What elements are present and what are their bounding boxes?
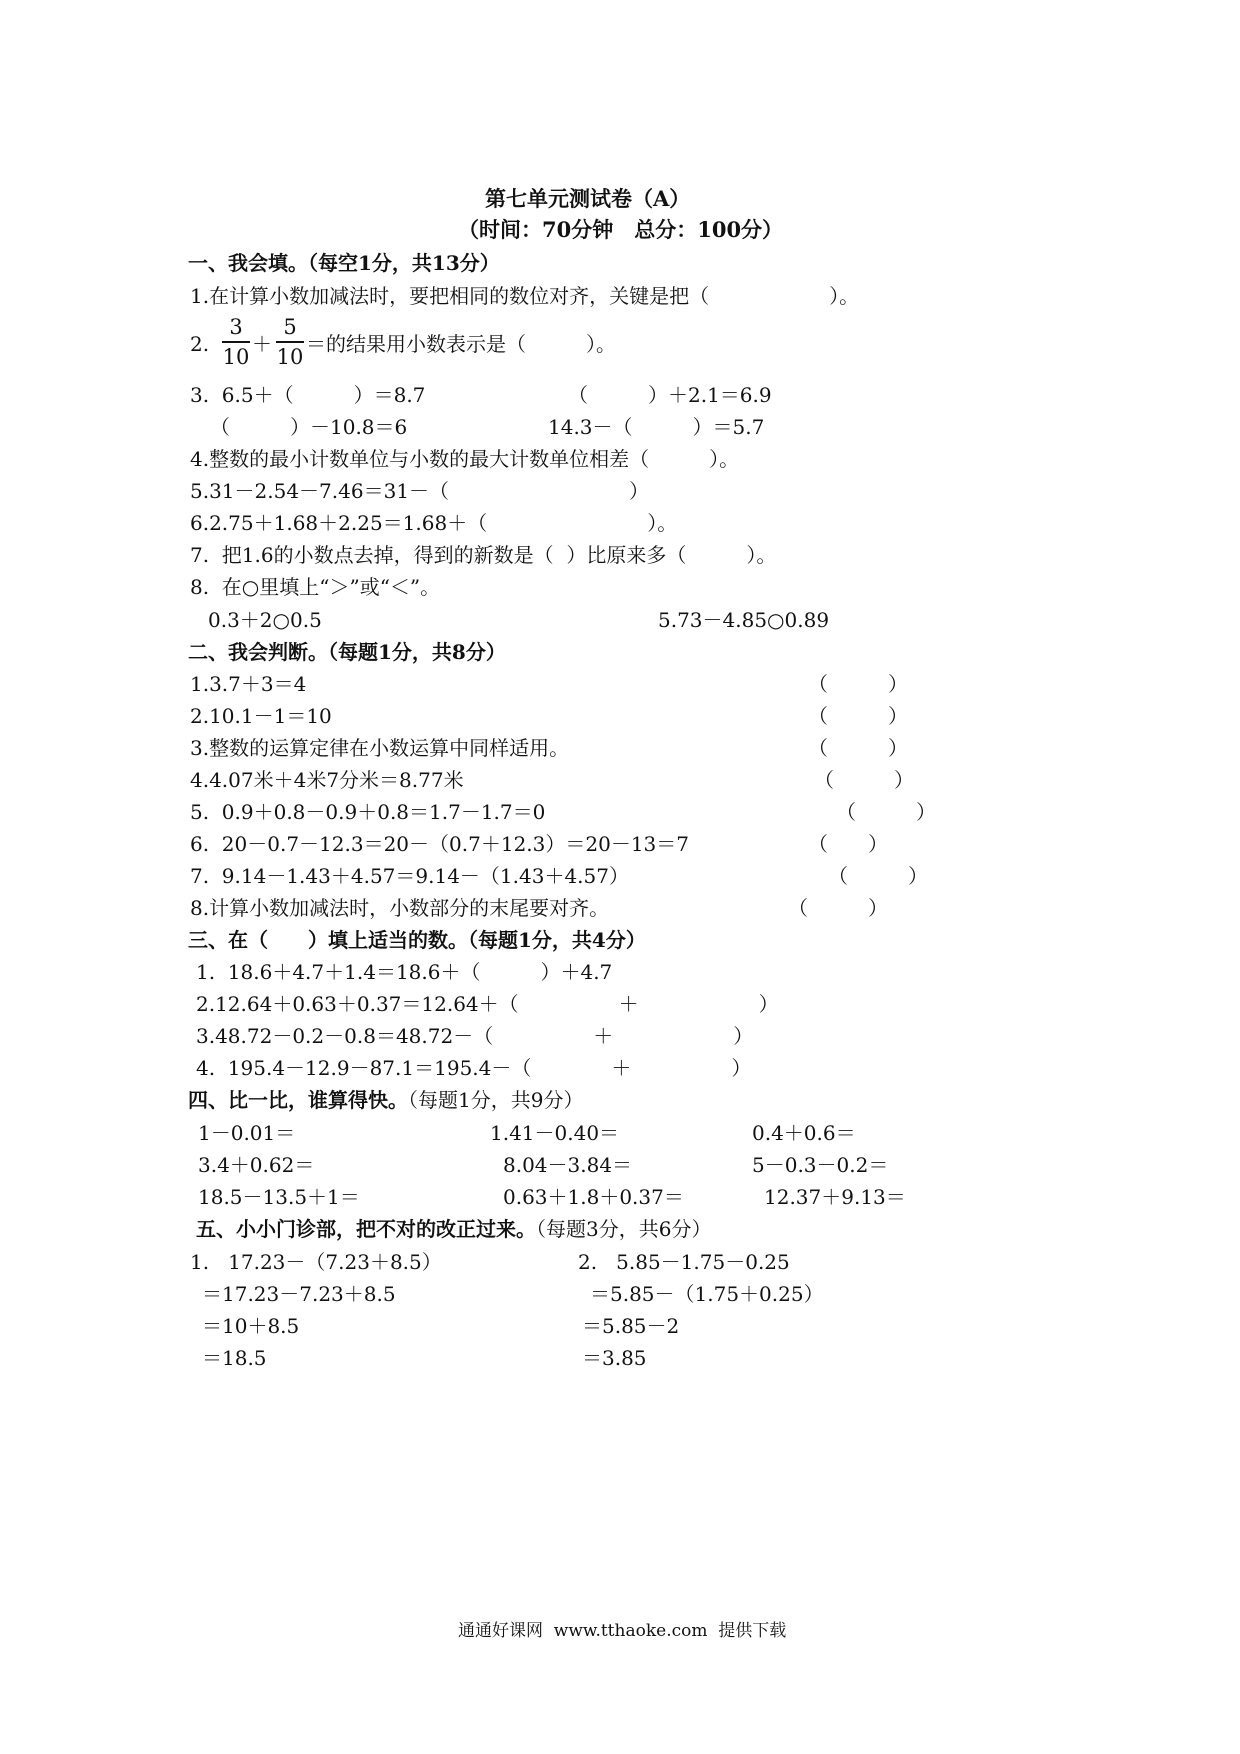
fraction-plus: ＋: [252, 332, 272, 356]
judge-item-text: 4.4.07米＋4米7分米＝8.77米: [190, 768, 464, 792]
section-5-heading-title: 五、小小门诊部，把不对的改正过来。: [196, 1217, 536, 1241]
judge-item-text: 5. 0.9＋0.8－0.9＋0.8＝1.7－1.7＝0: [190, 800, 546, 824]
judge-item-text: 3.整数的运算定律在小数运算中同样适用。: [190, 736, 570, 760]
s1-question-7: 7. 把1.6的小数点去掉，得到的新数是（ ）比原来多（ ）。: [190, 543, 777, 567]
judge-item-bracket: （ ）: [814, 768, 914, 792]
calc-cell: 12.37＋9.13＝: [764, 1185, 906, 1209]
section-4-heading: [188, 1087, 583, 1113]
s1-question-3b: （ ）＋2.1＝6.9: [568, 383, 772, 407]
s1-question-2-rest: ＝的结果用小数表示是（ ）。: [306, 332, 616, 356]
section-4-heading-title: 四、比一比，谁算得快。: [188, 1088, 408, 1112]
judge-item-bracket: （ ）: [788, 896, 888, 920]
judge-item-bracket: （ ）: [808, 832, 888, 856]
fraction-numerator: 3: [229, 315, 243, 339]
s3-question-4: 4. 195.4－12.9－87.1＝195.4－（ ＋ ）: [196, 1056, 752, 1080]
calc-cell: 18.5－13.5＋1＝: [198, 1185, 360, 1209]
calc-cell: 0.63＋1.8＋0.37＝: [503, 1185, 684, 1209]
section-1-heading: 一、我会填。（每空1分，共13分）: [188, 251, 500, 275]
page-subtitle: （时间：70分钟 总分：100分）: [458, 217, 784, 242]
calc-cell: 0.4＋0.6＝: [752, 1121, 856, 1145]
section-5-heading: [196, 1216, 711, 1242]
judge-item-text: 1.3.7＋3＝4: [190, 672, 307, 696]
judge-item-bracket: （ ）: [828, 864, 928, 888]
clinic-left-line: ＝18.5: [202, 1346, 267, 1370]
calc-cell: 3.4＋0.62＝: [198, 1153, 315, 1177]
judge-item-text: 7. 9.14－1.43＋4.57＝9.14－（1.43＋4.57）: [190, 864, 629, 888]
section-3-heading: 三、在（ ）填上适当的数。（每题1分，共4分）: [188, 928, 646, 952]
fraction-denominator: 10: [222, 345, 250, 369]
s1-question-3c: （ ）－10.8＝6: [210, 415, 408, 439]
clinic-left-line: 1. 17.23－（7.23＋8.5）: [190, 1250, 442, 1274]
judge-item-bracket: （ ）: [836, 800, 936, 824]
fraction-5-10: [276, 315, 304, 369]
s1-question-8b: 5.73－4.85○0.89: [658, 608, 830, 632]
s1-question-8a: 0.3＋2○0.5: [208, 608, 322, 632]
section-5-heading-scoring: （每题3分，共6分）: [536, 1217, 712, 1241]
calc-cell: 1.41－0.40＝: [490, 1121, 620, 1145]
s1-question-8: 8. 在○里填上“＞”或“＜”。: [190, 575, 441, 599]
fraction-numerator: 5: [283, 315, 297, 339]
fraction-3-10: [222, 315, 250, 369]
clinic-right-line: ＝5.85－2: [582, 1314, 680, 1338]
footer-credit: 通通好课网 www.tthaoke.com 提供下载: [458, 1621, 787, 1641]
s1-question-3d: 14.3－（ ）＝5.7: [548, 415, 765, 439]
judge-item-text: 2.10.1－1＝10: [190, 704, 332, 728]
s1-question-5: 5.31－2.54－7.46＝31－（ ）: [190, 479, 650, 503]
calc-cell: 5－0.3－0.2＝: [752, 1153, 889, 1177]
s1-question-2-number: 2.: [190, 332, 210, 356]
s1-question-3a: 3. 6.5＋（ ）＝8.7: [190, 383, 426, 407]
judge-item-bracket: （ ）: [808, 736, 908, 760]
calc-cell: 8.04－3.84＝: [503, 1153, 633, 1177]
fraction-bar: [276, 341, 304, 343]
judge-item-bracket: （ ）: [808, 704, 908, 728]
judge-item-bracket: （ ）: [808, 672, 908, 696]
section-2-heading: 二、我会判断。（每题1分，共8分）: [188, 640, 506, 664]
judge-item-text: 6. 20－0.7－12.3＝20－（0.7＋12.3）＝20－13＝7: [190, 832, 689, 856]
calc-cell: 1－0.01＝: [198, 1121, 296, 1145]
s1-question-4: 4.整数的最小计数单位与小数的最大计数单位相差（ ）。: [190, 447, 740, 471]
clinic-left-line: ＝17.23－7.23＋8.5: [202, 1282, 396, 1306]
s1-question-1: 1.在计算小数加减法时，要把相同的数位对齐，关键是把（ ）。: [190, 284, 860, 308]
page-title: 第七单元测试卷（A）: [485, 186, 691, 211]
clinic-right-line: ＝5.85－（1.75＋0.25）: [590, 1282, 824, 1306]
s3-question-3: 3.48.72－0.2－0.8＝48.72－（ ＋ ）: [196, 1024, 754, 1048]
section-4-heading-scoring: （每题1分，共9分）: [408, 1088, 584, 1112]
clinic-right-line: ＝3.85: [582, 1346, 647, 1370]
fraction-denominator: 10: [276, 345, 304, 369]
judge-item-text: 8.计算小数加减法时，小数部分的末尾要对齐。: [190, 896, 610, 920]
s1-question-6: 6.2.75＋1.68＋2.25＝1.68＋（ ）。: [190, 511, 678, 535]
fraction-bar: [222, 341, 250, 343]
clinic-right-line: 2. 5.85－1.75－0.25: [578, 1250, 790, 1274]
clinic-left-line: ＝10＋8.5: [202, 1314, 300, 1338]
s3-question-2: 2.12.64＋0.63＋0.37＝12.64＋（ ＋ ）: [196, 992, 779, 1016]
s3-question-1: 1. 18.6＋4.7＋1.4＝18.6＋（ ）＋4.7: [196, 960, 613, 984]
